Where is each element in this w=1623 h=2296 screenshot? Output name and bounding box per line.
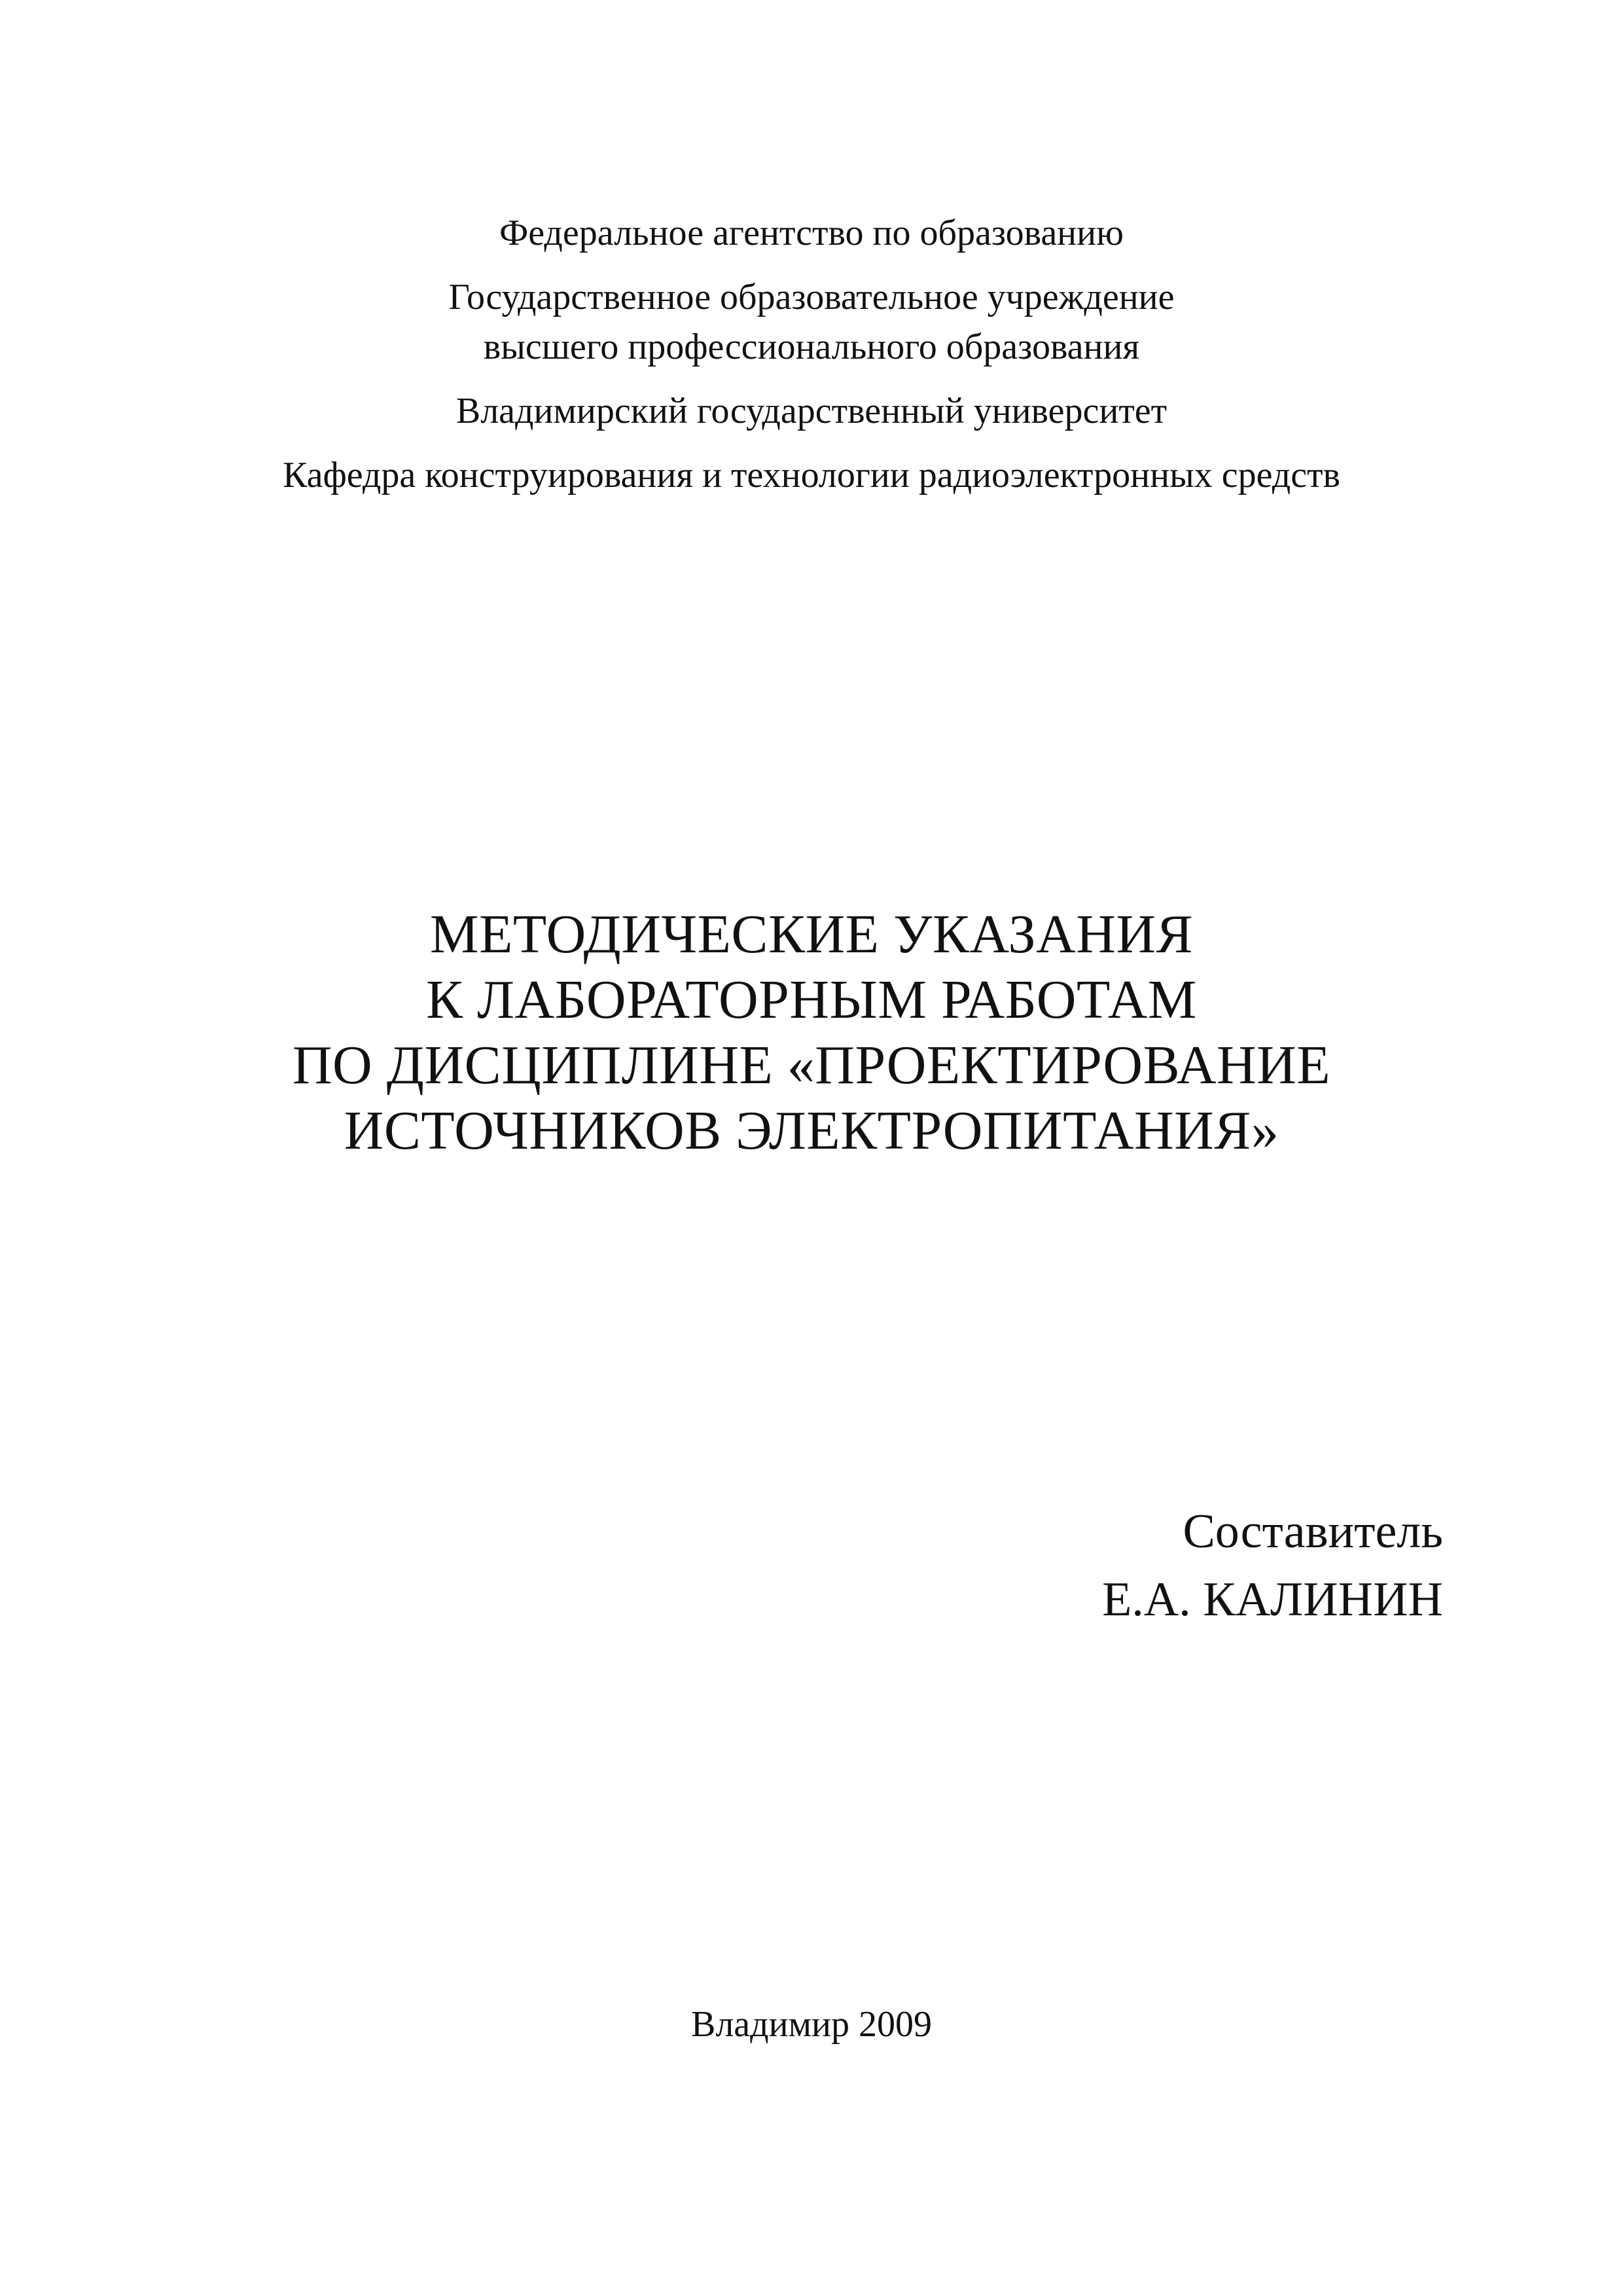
- department-name: Кафедра конструирования и технологии радиоэлектронных средств: [283, 455, 1340, 495]
- document-title: [0, 902, 1623, 1164]
- agency-name: Федеральное агентство по образованию: [499, 213, 1124, 253]
- author-name: Е.А. КАЛИНИН: [1102, 1573, 1443, 1626]
- publication-footer: [0, 2000, 1623, 2049]
- title-line-1: МЕТОДИЧЕСКИЕ УКАЗАНИЯ: [429, 904, 1194, 965]
- institution-type-line-2: высшего профессионального образования: [483, 327, 1140, 367]
- university-name: Владимирский государственный университет: [455, 391, 1168, 431]
- title-page-header: [0, 208, 1623, 500]
- title-line-2: К ЛАБОРАТОРНЫМ РАБОТАМ: [426, 969, 1197, 1030]
- title-line-3: ПО ДИСЦИПЛИНЕ «ПРОЕКТИРОВАНИЕ: [292, 1035, 1331, 1096]
- title-line-4: ИСТОЧНИКОВ ЭЛЕКТРОПИТАНИЯ»: [344, 1100, 1279, 1161]
- place-and-year: Владимир 2009: [690, 2004, 933, 2045]
- author-role: Составитель: [1183, 1505, 1443, 1558]
- author-block: [1102, 1498, 1443, 1634]
- institution-type-line-1: Государственное образовательное учреждение: [448, 277, 1175, 317]
